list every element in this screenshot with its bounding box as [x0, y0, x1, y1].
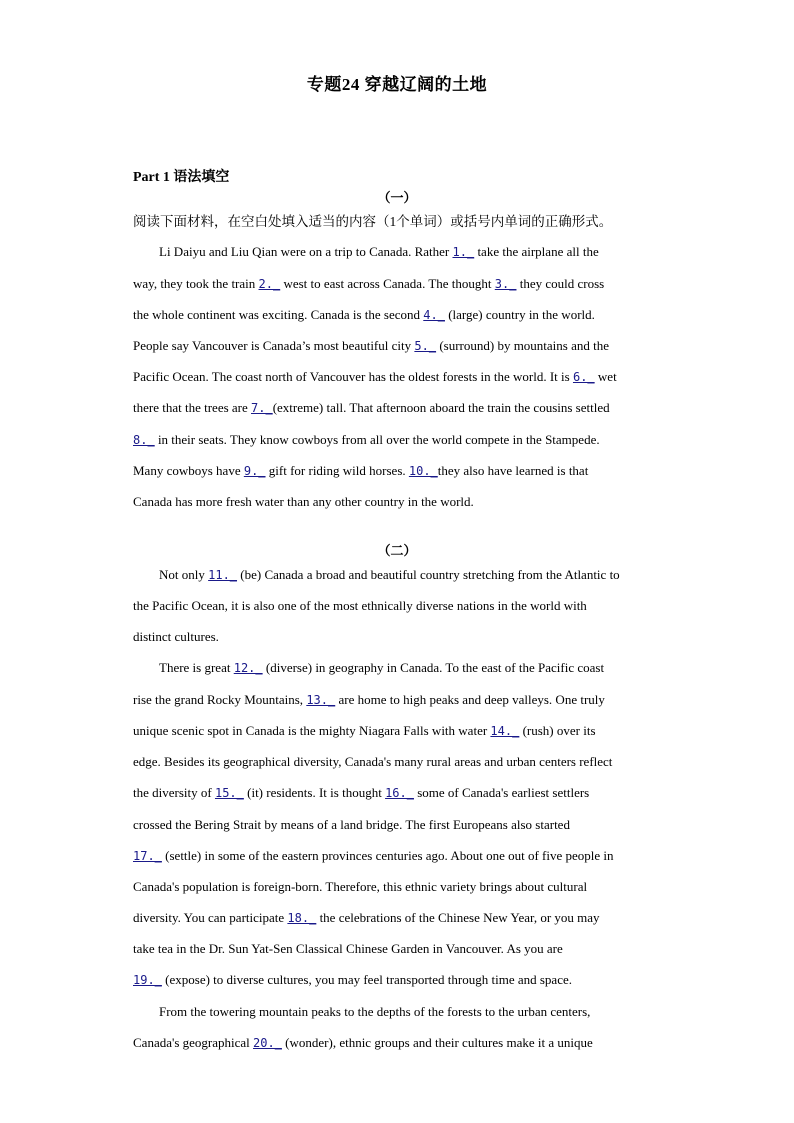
answer-blank[interactable]: 6._: [572, 370, 595, 384]
passage-text: diversity. You can participate: [133, 910, 288, 925]
passage-text: are home to high peaks and deep valleys. One truly: [335, 692, 605, 707]
passage-text: they also have learned is that: [437, 463, 589, 478]
passage-text: wet: [594, 369, 617, 384]
answer-blank[interactable]: 7._: [251, 401, 273, 415]
passage-text: Canada's population is foreign-born. Therefore, this ethnic variety brings about cultural: [133, 879, 588, 894]
passage-text: Many cowboys have: [133, 463, 244, 478]
answer-blank[interactable]: 16._: [385, 786, 414, 800]
passage-text: (settle) in some of the eastern provinces centuries ago. About one out of five people in: [161, 848, 614, 863]
passage-text: distinct cultures.: [133, 629, 219, 644]
passage-line: [159, 567, 663, 583]
passage-line: [133, 463, 663, 479]
passage-text: the celebrations of the Chinese New Year, or you may: [316, 910, 600, 925]
passage-text: Li Daiyu and Liu Qian were on a trip to Canada. Rather: [159, 244, 453, 259]
page-title: 专题24 穿越辽阔的土地: [306, 75, 488, 94]
passage-text: (it) residents. It is thought: [243, 785, 386, 800]
passage-text: west to east across Canada. The thought: [280, 276, 495, 291]
answer-blank[interactable]: 18._: [287, 911, 317, 925]
passage-text: People say Vancouver is Canada’s most beautiful city: [133, 338, 415, 353]
passage-line: [133, 1035, 663, 1051]
part-label: Part 1 语法填空: [133, 170, 230, 185]
passage-line: [159, 660, 663, 676]
passage-text: There is great: [159, 660, 234, 675]
passage-text: they could cross: [516, 276, 605, 291]
answer-blank[interactable]: 14._: [490, 724, 520, 738]
passage-line: [133, 723, 663, 739]
passage-text: Canada's geographical: [133, 1035, 254, 1050]
passage-line: [133, 338, 663, 354]
passage-text: unique scenic spot in Canada is the mighty Niagara Falls with water: [133, 723, 491, 738]
passage-line: [133, 941, 663, 957]
instruction-text: 阅读下面材料，在空白处填入适当的内容（1个单词）或括号内单词的正确形式。: [133, 214, 613, 229]
answer-blank[interactable]: 3._: [494, 277, 517, 291]
answer-blank[interactable]: 15._: [214, 786, 244, 800]
answer-blank[interactable]: 20._: [253, 1036, 282, 1050]
passage-line: [133, 432, 663, 448]
passage-text: in their seats. They know cowboys from all over the world compete in the Stampede.: [154, 432, 600, 447]
answer-blank[interactable]: 12._: [233, 661, 263, 675]
passage-line: [133, 879, 663, 895]
answer-blank[interactable]: 13._: [306, 693, 336, 707]
passage-text: (wonder), ethnic groups and their cultures make it a unique: [281, 1035, 593, 1050]
passage-text: gift for riding wild horses.: [265, 463, 409, 478]
passage-line: [133, 785, 663, 801]
passage-text: (diverse) in geography in Canada. To the east of the Pacific coast: [262, 660, 605, 675]
passage-line: [133, 276, 663, 292]
passage-text: (surround) by mountains and the: [436, 338, 610, 353]
answer-blank[interactable]: 9._: [243, 464, 266, 478]
passage-text: From the towering mountain peaks to the depths of the forests to the urban centers,: [159, 1004, 591, 1019]
answer-blank[interactable]: 1._: [452, 245, 475, 259]
answer-blank[interactable]: 10._: [408, 464, 438, 478]
answer-blank[interactable]: 4._: [423, 308, 445, 322]
passage-text: there that the trees are: [133, 400, 252, 415]
passage-text: take tea in the Dr. Sun Yat-Sen Classical Chinese Garden in Vancouver. As you are: [133, 941, 563, 956]
passage-line: [133, 369, 663, 385]
passage-text: Not only: [159, 567, 209, 582]
passage-line: [133, 848, 663, 864]
answer-blank[interactable]: 11._: [208, 568, 238, 582]
passage-text: Canada has more fresh water than any other country in the world.: [133, 494, 474, 509]
passage-text: the whole continent was exciting. Canada is the second: [133, 307, 424, 322]
section-2-heading: （二）: [377, 543, 417, 558]
passage-text: the Pacific Ocean, it is also one of the most ethnically diverse nations in the world with: [133, 598, 587, 613]
passage-text: (extreme) tall. That afternoon aboard the train the cousins settled: [272, 400, 610, 415]
answer-blank[interactable]: 17._: [133, 849, 162, 863]
passage-text: take the airplane all the: [474, 244, 599, 259]
passage-line: [159, 1004, 663, 1020]
passage-line: [133, 910, 663, 926]
passage-text: some of Canada's earliest settlers: [413, 785, 590, 800]
passage-line: [133, 598, 663, 614]
answer-blank[interactable]: 5._: [414, 339, 437, 353]
passage-text: rise the grand Rocky Mountains,: [133, 692, 307, 707]
passage-text: (rush) over its: [519, 723, 596, 738]
passage-text: Pacific Ocean. The coast north of Vancouver has the oldest forests in the world. It is: [133, 369, 573, 384]
answer-blank[interactable]: 8._: [133, 433, 155, 447]
answer-blank[interactable]: 19._: [133, 973, 162, 987]
passage-line: [133, 817, 663, 833]
passage-line: [133, 400, 663, 416]
passage-text: crossed the Bering Strait by means of a land bridge. The first Europeans also started: [133, 817, 570, 832]
passage-line: [133, 494, 663, 510]
passage-text: (be) Canada a broad and beautiful country stretching from the Atlantic to: [237, 567, 620, 582]
passage-line: [133, 754, 663, 770]
section-1-heading: （一）: [377, 190, 417, 205]
passage-line: [133, 307, 663, 323]
passage-line: [133, 972, 663, 988]
passage-text: way, they took the train: [133, 276, 259, 291]
passage-line: [133, 629, 663, 645]
passage-line: [133, 692, 663, 708]
passage-text: the diversity of: [133, 785, 215, 800]
passage-text: (expose) to diverse cultures, you may feel transported through time and space.: [161, 972, 572, 987]
passage-text: (large) country in the world.: [444, 307, 595, 322]
passage-line: [159, 244, 663, 260]
answer-blank[interactable]: 2._: [258, 277, 281, 291]
passage-text: edge. Besides its geographical diversity, Canada's many rural areas and urban centers reflect: [133, 754, 613, 769]
